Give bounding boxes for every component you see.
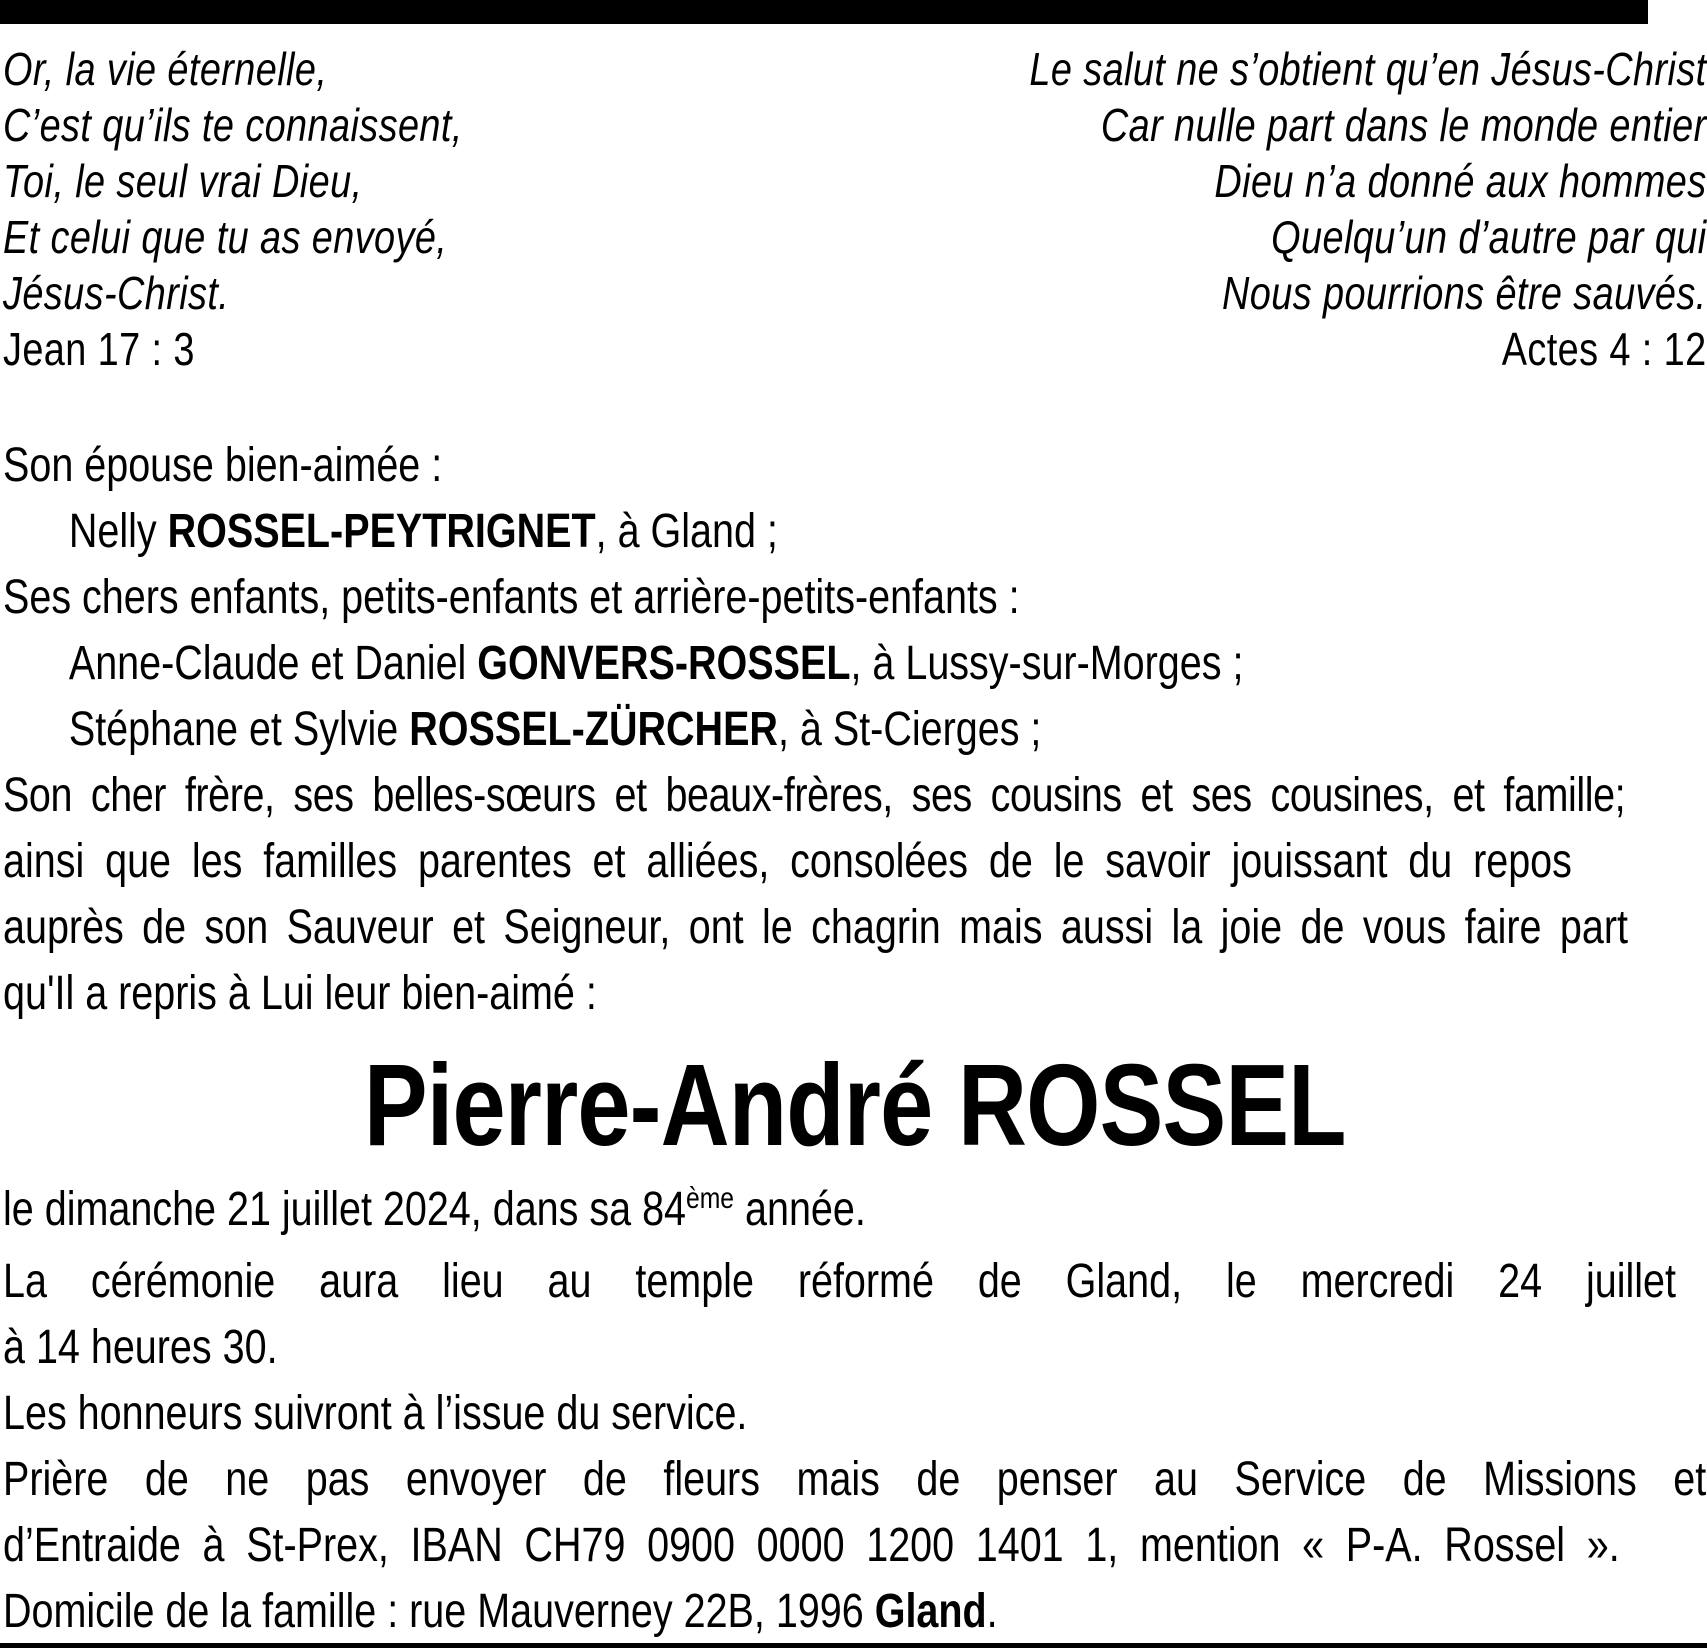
surname-bold: ROSSEL-ZÜRCHER <box>409 703 778 756</box>
details-section <box>3 1177 1707 1645</box>
text-segment: , à Gland ; <box>595 505 778 558</box>
children-intro-line: Ses chers enfants, petits-enfants et arrière-petits-enfants : <box>3 571 1020 624</box>
text-segment: Anne-Claude et Daniel <box>68 637 478 690</box>
ceremony-time-line: à 14 heures 30. <box>3 1321 278 1374</box>
surname-bold: ROSSEL-PEYTRIGNET <box>167 505 596 558</box>
scripture-line: C’est qu’ils te connaissent, <box>3 99 463 151</box>
city-bold: Gland <box>874 1585 987 1638</box>
text-segment: Nelly <box>68 505 168 558</box>
top-scan-bar <box>0 0 1648 24</box>
scripture-line: Car nulle part dans le monde entier <box>1100 99 1707 151</box>
scripture-right-column <box>1029 41 1706 377</box>
scripture-reference: Actes 4 : 12 <box>1501 323 1707 375</box>
death-date-line <box>3 1177 1707 1249</box>
text-segment: . <box>986 1585 998 1638</box>
text-segment: , à Lussy-sur-Morges ; <box>850 637 1244 690</box>
donation-iban-line: d’Entraide à St-Prex, IBAN CH79 0900 0000 1200 1401 1, mention « P-A. Rossel ». <box>3 1519 1620 1572</box>
scripture-line: Le salut ne s’obtient qu’en Jésus-Christ <box>1029 43 1707 95</box>
family-address-line <box>3 1579 1707 1645</box>
scripture-reference: Jean 17 : 3 <box>3 323 195 375</box>
flowers-line: Prière de ne pas envoyer de fleurs mais de penser au Service de Missions et <box>3 1453 1707 1506</box>
announcement-closing-line: qu'Il a repris à Lui leur bien-aimé : <box>3 967 597 1020</box>
relatives-line: Son cher frère, ses belles-sœurs et beaux-frères, ses cousins et ses cousines, et famille; <box>3 769 1626 822</box>
relatives-line: auprès de son Sauveur et Seigneur, ont le chagrin mais aussi la joie de vous faire part <box>3 901 1628 954</box>
ceremony-line: La cérémonie aura lieu au temple réformé de Gland, le mercredi 24 juillet <box>3 1255 1677 1308</box>
scripture-line: Dieu n’a donné aux hommes <box>1214 155 1707 207</box>
scripture-line: Quelqu’un d’autre par qui <box>1271 211 1707 263</box>
text-segment: , à St-Cierges ; <box>777 703 1042 756</box>
bottom-scan-rule <box>0 1643 1707 1648</box>
scripture-line: Or, la vie éternelle, <box>3 43 328 95</box>
child-line <box>3 697 1707 763</box>
spouse-intro-line: Son épouse bien-aimée : <box>3 439 443 492</box>
scripture-line: Jésus-Christ. <box>3 267 230 319</box>
scripture-left-column <box>3 41 463 377</box>
text-segment: année. <box>734 1183 866 1236</box>
ordinal-superscript: ème <box>686 1182 735 1215</box>
obituary-page <box>3 24 1707 1645</box>
relatives-line: ainsi que les familles parentes et alliées, consolées de le savoir jouissant du repos <box>3 835 1572 888</box>
text-segment: Domicile de la famille : rue Mauverney 22B, 1996 <box>3 1585 875 1638</box>
child-line <box>3 631 1707 697</box>
surname-bold: GONVERS-ROSSEL <box>477 637 851 690</box>
scripture-line: Et celui que tu as envoyé, <box>3 211 448 263</box>
scripture-line: Toi, le seul vrai Dieu, <box>3 155 363 207</box>
text-segment: le dimanche 21 juillet 2024, dans sa 84 <box>3 1183 687 1236</box>
text-segment: Stéphane et Sylvie <box>68 703 410 756</box>
family-section <box>3 433 1707 1027</box>
deceased-name: Pierre-André ROSSEL <box>363 1040 1346 1170</box>
scripture-line: Nous pourrions être sauvés. <box>1222 267 1707 319</box>
spouse-line <box>3 499 1707 565</box>
scripture-section <box>3 41 1707 377</box>
honors-line: Les honneurs suivront à l’issue du service. <box>3 1387 748 1440</box>
